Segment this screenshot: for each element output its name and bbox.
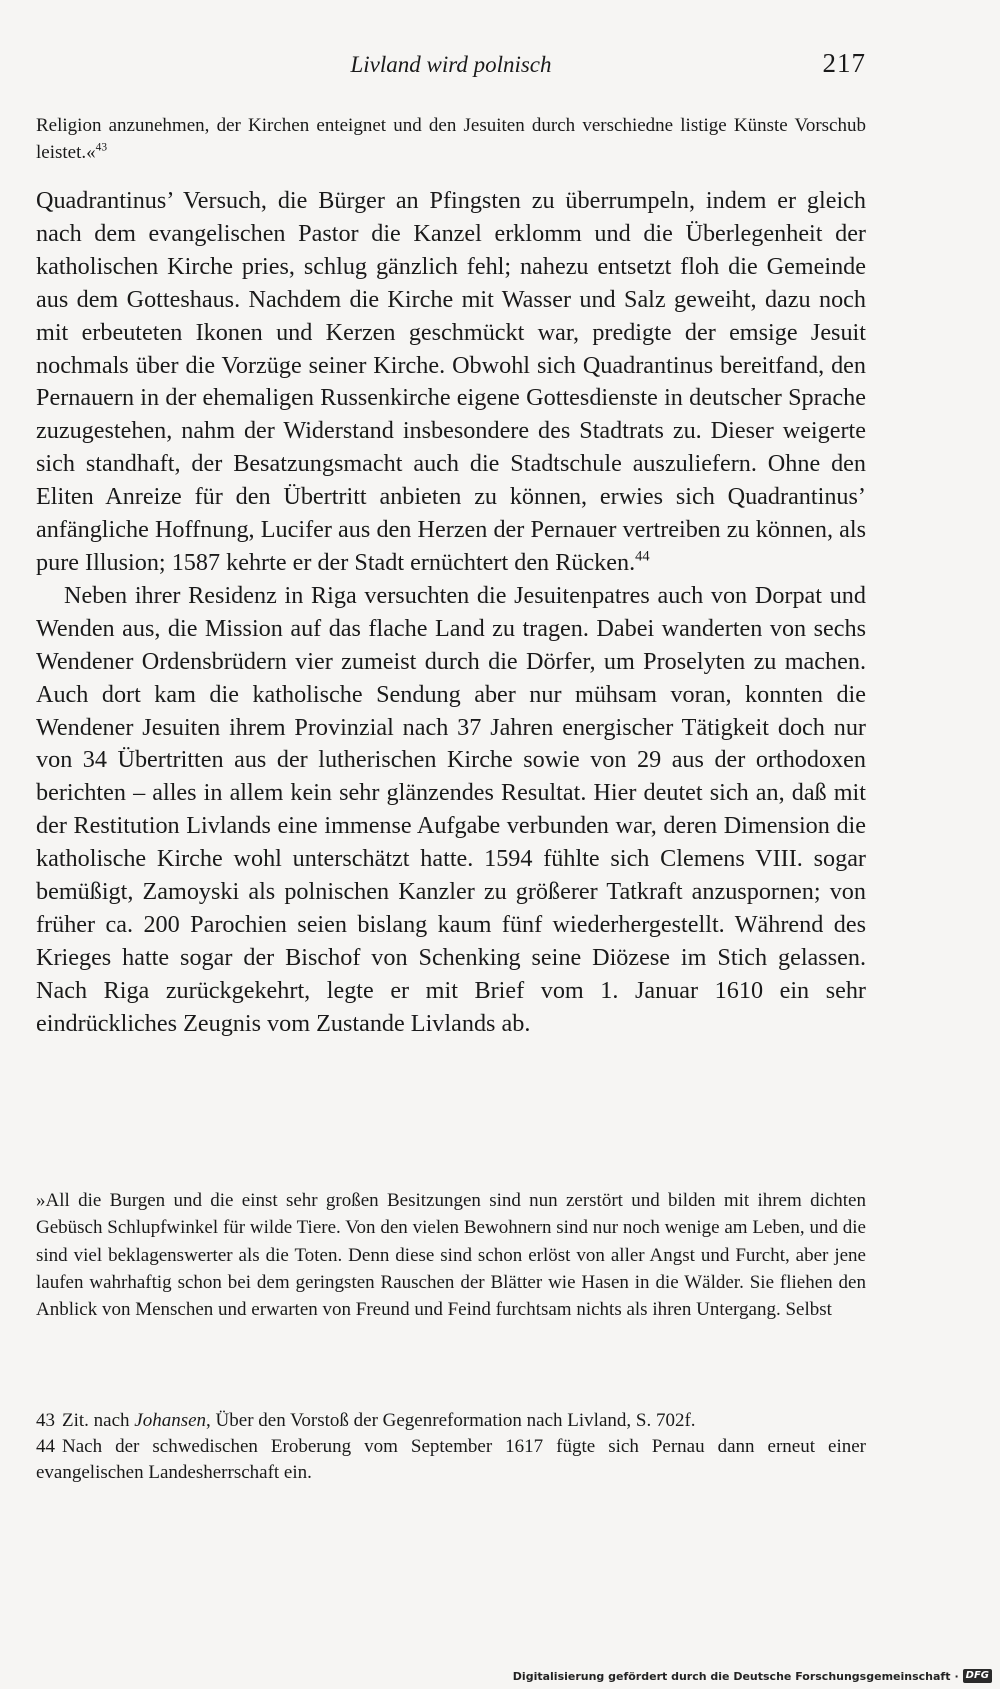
footnote-ref-44[interactable]: 44 xyxy=(635,548,650,565)
funding-credit: Digitalisierung gefördert durch die Deutsche Forschungsgemeinschaft · DFG xyxy=(513,1669,992,1683)
main-text xyxy=(36,185,866,1041)
running-title: Livland wird polnisch xyxy=(350,52,552,77)
paragraph-2: Neben ihrer Residenz in Riga versuchten die Jesuitenpatres auch von Dorpat und Wenden aus, die Mission auf das flache Land zu tragen. Dabei wanderten von sechs Wendener Ordensbrüdern vier zumeist durch die Dörfer, um Proselyten zu machen. Auch dort kam die katholische Sendung aber nur mühsam voran, konnten die Wendener Jesuiten ihrem Provinzial nach 37 Jahren energischer Tätigkeit doch nur von 34 Übertritten aus der lutherischen Kirche sowie von 29 aus der orthodoxen berichten – alles in allem kein sehr glänzendes Resultat. Hier deutet sich an, daß mit der Restitution Livlands eine immense Aufgabe verbunden war, deren Dimension die katholische Kirche wohl unterschätzt hatte. 1594 fühlte sich Clemens VIII. sogar bemüßigt, Zamoyski als polnischen Kanzler zu größerer Tatkraft anzuspornen; von früher ca. 200 Parochien seien bislang kaum fünf wiederhergestellt. Während des Krieges hatte sogar der Bischof von Schenking seine Diözese im Stich gelassen. Nach Riga zurückgekehrt, legte er mit Brief vom 1. Januar 1610 ein sehr eindrückliches Zeugnis vom Zustande Livlands ab. xyxy=(36,581,866,1037)
footnote-text: , Über den Vorstoß der Gegenreformation nach Livland, S. 702f. xyxy=(206,1410,696,1431)
quote-text: Religion anzunehmen, der Kirchen enteignet und den Jesuiten durch verschiedne listige Künste Vorschub leistet.« xyxy=(36,115,866,163)
block-quote-continued xyxy=(36,112,866,166)
footnote-text: Nach der schwedischen Eroberung vom September 1617 fügte sich Pernau dann erneut einer evangelischen Landesherrschaft ein. xyxy=(36,1436,866,1483)
dfg-logo-icon: DFG xyxy=(963,1669,992,1683)
footnote xyxy=(36,1408,866,1434)
paragraph-1-text: Quadrantinus’ Versuch, die Bürger an Pfingsten zu überrumpeln, indem er gleich nach dem evangelischen Pastor die Kanzel erklomm und die Überlegenheit der katholischen Kirche pries, schlug gänzlich fehl; nahezu entsetzt floh die Gemeinde aus dem Gotteshaus. Nachdem die Kirche mit Wasser und Salz geweiht, dazu noch mit erbeuteten Ikonen und Kerzen geschmückt war, predigte der emsige Jesuit nochmals über die Vorzüge seiner Kirche. Obwohl sich Quadrantinus bereitfand, den Pernauern in der ehemaligen Russenkirche eigene Gottesdienste in deutscher Sprache zuzugestehen, nahm der Widerstand insbesondere des Stadtrats zu. Dieser weigerte sich standhaft, der Besatzungsmacht auch die Stadtschule auszuliefern. Ohne den Eliten Anreize für den Übertritt anbieten zu können, erwies sich Quadrantinus’ anfängliche Hoffnung, Lucifer aus den Herzen der Pernauer vertreiben zu können, als pure Illusion; 1587 kehrte er der Stadt ernüchtert den Rücken. xyxy=(36,187,866,576)
footnote-number: 44 xyxy=(36,1436,55,1457)
footnote-ref-43[interactable]: 43 xyxy=(95,141,108,154)
page-header xyxy=(36,48,866,88)
funding-text: Digitalisierung gefördert durch die Deutsche Forschungsgemeinschaft xyxy=(512,1669,951,1683)
paragraph-1 xyxy=(36,185,866,580)
footnotes xyxy=(36,1408,866,1486)
block-quote: »All die Burgen und die einst sehr großen Besitzungen sind nun zerstört und bilden mit ihrem dichten Gebüsch Schlupfwinkel für wilde Tiere. Von den vielen Bewohnern sind nur noch wenige am Leben, und die sind viel beklagenswerter als die Toten. Denn diese sind schon erlöst von aller Angst und Furcht, aber jene laufen wahrhaftig schon bei dem geringsten Rauschen der Blätter wie Hasen in die Wälder. Sie fliehen den Anblick von Menschen und erwarten von Freund und Feind furchtsam nichts als ihren Untergang. Selbst xyxy=(36,1190,866,1321)
footnote-text: Zit. nach xyxy=(62,1410,135,1431)
footnote-author: Johansen xyxy=(134,1410,207,1431)
page-number: 217 xyxy=(822,48,866,78)
footnote-number: 43 xyxy=(36,1410,55,1431)
footnote xyxy=(36,1434,866,1486)
